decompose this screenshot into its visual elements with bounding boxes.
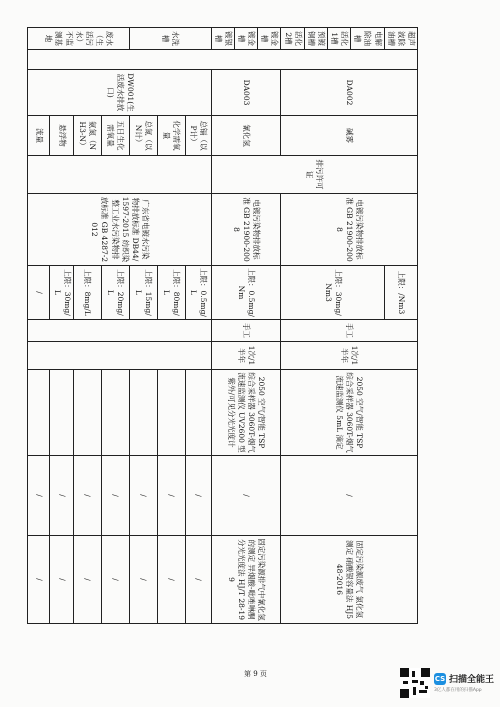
cell-instrument <box>50 370 73 456</box>
cell-instrument <box>28 370 50 456</box>
cell-instrument <box>73 370 101 456</box>
cell-standard: 电镀污染物排放标准 GB 21900-2008 <box>281 194 418 266</box>
watermark-tagline: 3亿人都在用的扫描App <box>434 688 482 693</box>
cell-pollutant: 氨氮（NH3-N） <box>73 116 101 156</box>
table-row <box>185 28 211 624</box>
cell-instrument: 2050 空气/智能 TSP 综合采样器 3060T-烟气流速监测仪 5mL 滴定 <box>281 370 418 456</box>
table-row <box>384 28 417 624</box>
cell-analysis-method: / <box>101 536 129 624</box>
cell-process: 预镀铜槽 <box>304 28 327 50</box>
cell-instrument <box>185 370 211 456</box>
cell-basis: 排污许可证 <box>211 156 417 194</box>
cell-note: / <box>281 456 418 536</box>
cell-process: 废水（生活污水）不监测基地 <box>28 28 129 50</box>
cell-pollutant: 悬浮物 <box>50 116 73 156</box>
cell-basis <box>28 156 211 194</box>
cell-frequency <box>28 342 211 370</box>
cell-blank <box>28 50 418 70</box>
cell-analysis-method: / <box>157 536 185 624</box>
monitoring-table <box>28 27 419 624</box>
cell-limit: 上限：/Nm3 <box>384 266 417 320</box>
cell-note: / <box>101 456 129 536</box>
cell-limit: 上限：30mg/Nm3 <box>281 266 384 320</box>
cell-note: / <box>157 456 185 536</box>
cell-pollutant: 化学需氧量 <box>157 116 185 156</box>
cell-instrument: 2050 空气/智能 TSP 综合采样器 3060T-烟气流速监测仪 UV2600 型 紫外/可见分光光度计 <box>211 370 281 456</box>
cell-pollutant: 总氮（以N计） <box>129 116 157 156</box>
cell-analysis-method: / <box>73 536 101 624</box>
cell-instrument <box>157 370 185 456</box>
camscanner-logo-icon: CS <box>434 675 446 683</box>
cell-frequency: 1次/1半年 <box>211 342 281 370</box>
page-number: 第 9 页 <box>244 670 267 678</box>
cell-note: / <box>211 456 281 536</box>
cell-method <box>28 320 211 342</box>
cell-analysis-method: / <box>185 536 211 624</box>
cell-analysis-method: 固定污染源废气 氯化氢测定 硝酸银容量法 HJ548-2016 <box>281 536 418 624</box>
table-row <box>258 28 281 624</box>
cell-limit: 上限：80mg/L <box>157 266 185 320</box>
qr-code-icon <box>400 668 430 698</box>
cell-instrument <box>101 370 129 456</box>
cell-process: 活化2槽 <box>281 28 304 50</box>
cell-process: 镀金槽 <box>258 28 281 50</box>
cell-limit: / <box>28 266 50 320</box>
cell-pollutant: 氰化氢 <box>211 116 281 156</box>
scanner-watermark <box>400 668 495 700</box>
cell-pollutant: 流量 <box>28 116 50 156</box>
cell-instrument <box>129 370 157 456</box>
cell-note: / <box>185 456 211 536</box>
cell-analysis-method: / <box>129 536 157 624</box>
cell-limit: 上限：15mg/L <box>129 266 157 320</box>
cell-pollutant: 碱雾 <box>281 116 418 156</box>
cell-limit: 上限：0.5mg/L <box>185 266 211 320</box>
watermark-brand: 扫描全能王 <box>449 675 495 685</box>
cell-note: / <box>28 456 50 536</box>
cell-limit: 上限：30mg/L <box>50 266 73 320</box>
cell-outlet: DA003 <box>211 70 281 116</box>
cell-process: 镀银槽 <box>211 28 234 50</box>
cell-analysis-method: / <box>28 536 50 624</box>
cell-standard: 电镀污染物排放标准 GB 21900-2008 <box>211 194 281 266</box>
cell-outlet: DW001(生活废水排放口) <box>28 70 211 116</box>
cell-pollutant: 五日生化需氧量 <box>101 116 129 156</box>
cell-standard: 广东省电镀水污染物排放标准 DB44/1597-2015 纺织染整工业水污染物排放标准 GB 4287-2012 <box>28 194 211 266</box>
rotated-table-wrapper <box>35 27 418 623</box>
cell-limit: 上限：0.5mg/Nm <box>211 266 281 320</box>
cell-note: / <box>50 456 73 536</box>
cell-process: 电解除油槽 <box>351 28 384 50</box>
cell-analysis-method: / <box>50 536 73 624</box>
cell-outlet: DA002 <box>281 70 418 116</box>
cell-method: 手工 <box>281 320 418 342</box>
cell-limit: 上限：20mg/L <box>101 266 129 320</box>
cell-process: 超声波除油槽 <box>384 28 417 50</box>
cell-frequency: 1次/1半年 <box>281 342 418 370</box>
cell-process: 水洗槽 <box>129 28 211 50</box>
cell-process: 活化1槽 <box>328 28 351 50</box>
cell-method: 手工 <box>211 320 281 342</box>
cell-note: / <box>129 456 157 536</box>
cell-analysis-method: 固定污染源排气中氰化氢的测定 异烟酸-吡唑啉酮分光光度法 HJ/T 28-199 <box>211 536 281 624</box>
cell-note: / <box>73 456 101 536</box>
cell-limit: 上限：8mg/L <box>73 266 101 320</box>
cell-process: 镀金槽 <box>235 28 258 50</box>
cell-pollutant: 总镉（以P计） <box>185 116 211 156</box>
